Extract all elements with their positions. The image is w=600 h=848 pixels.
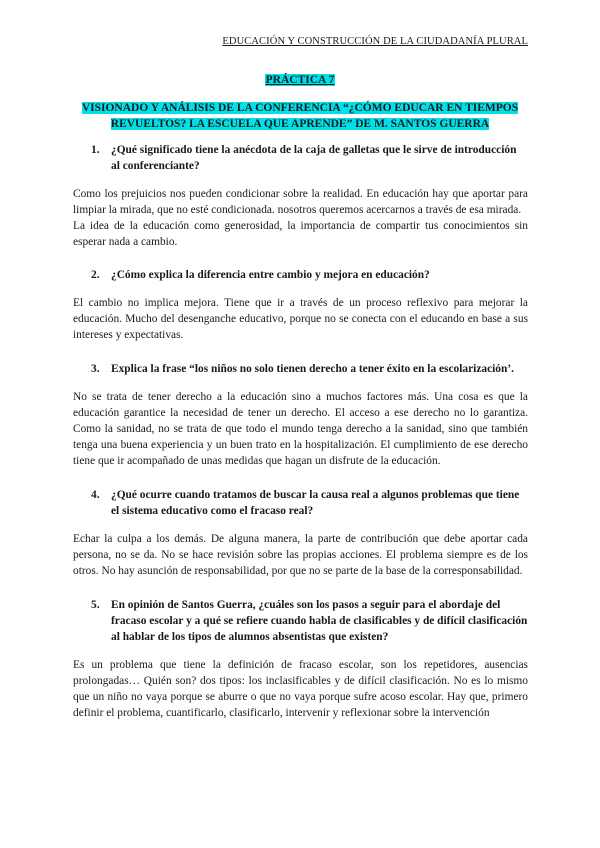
section-2	[73, 267, 528, 343]
question-number: 2.	[91, 269, 100, 281]
question-number: 1.	[91, 144, 100, 156]
course-header: EDUCACIÓN Y CONSTRUCCIÓN DE LA CIUDADANÍA PLURAL	[222, 36, 528, 47]
section-5	[73, 597, 528, 721]
answer-paragraph: Es un problema que tiene la definición de fracaso escolar, son los repetidores, ausencias prolongadas… Quién son? dos tipos: los inclasificables y de difícil clasificación. No es lo mismo que un niño no vaya porque se aburre o que no vaya porque sufre acoso escolar. Hay que, primero definir el problema, cuantificarlo, clasificarlo, intervenir y reflexionar sobre la intervención	[73, 659, 528, 719]
question-2	[73, 267, 528, 283]
question-number: 5.	[91, 599, 100, 611]
practice-title	[0, 74, 600, 86]
answer-paragraph: No se trata de tener derecho a la educación sino a muchos factores más. Una cosa es que la educación garantice la necesidad de tener un derecho. El acceso a ese derecho no lo garantiza. Como la sanidad, no se trata de que todo el mundo tenga derecho a la sanidad, sino que también tenga una buena experiencia y un buen trato en la hospitalización. El cumplimiento de ese derecho tiene que ir acompañado de unas medidas que hagan un disfrute de la educación.	[73, 391, 528, 467]
section-1	[73, 142, 528, 250]
practice-subtitle-text: VISIONADO Y ANÁLISIS DE LA CONFERENCIA “¿CÓMO EDUCAR EN TIEMPOS REVUELTOS? LA ESCUELA QUE APRENDE” DE M. SANTOS GUERRA	[81, 102, 519, 130]
practice-title-text: PRÁCTICA 7	[265, 74, 335, 86]
answer-paragraph: Echar la culpa a los demás. De alguna manera, la parte de contribución que debe aportar cada persona, no se da. No se hace revisión sobre las propias acciones. El problema siempre es de los otros. No hay asunción de responsabilidad, por que no se parte de la base de la corresponsabilidad.	[73, 533, 528, 577]
section-3	[73, 361, 528, 469]
question-text: Explica la frase “los niños no solo tienen derecho a tener éxito en la escolarización’.	[111, 363, 514, 375]
question-1	[73, 142, 528, 174]
answer-paragraph: Como los prejuicios nos pueden condicionar sobre la realidad. En educación hay que aportar para limpiar la mirada, que no esté condicionada. nosotros queremos acercarnos a través de esa mirada.	[73, 188, 528, 216]
section-4	[73, 487, 528, 579]
question-3	[73, 361, 528, 377]
answer-paragraph: El cambio no implica mejora. Tiene que ir a través de un proceso reflexivo para mejorar la educación. Mucho del desenganche educativo, porque no se conecta con el educando en base a sus intereses y expectativas.	[73, 297, 528, 341]
document-body	[73, 142, 528, 739]
question-number: 4.	[91, 489, 100, 501]
answer-paragraph: La idea de la educación como generosidad, la importancia de compartir tus conocimientos sin esperar nada a cambio.	[73, 220, 528, 248]
question-text: ¿Qué significado tiene la anécdota de la caja de galletas que le sirve de introducción al conferenciante?	[111, 144, 517, 172]
question-text: En opinión de Santos Guerra, ¿cuáles son los pasos a seguir para el abordaje del fracaso escolar y a qué se refiere cuando habla de clasificables y de difícil clasificación al hablar de los tipos de alumnos absentistas que existen?	[111, 599, 528, 643]
practice-subtitle	[80, 100, 520, 132]
question-5	[73, 597, 528, 645]
question-text: ¿Cómo explica la diferencia entre cambio y mejora en educación?	[111, 269, 430, 281]
question-number: 3.	[91, 363, 100, 375]
question-text: ¿Qué ocurre cuando tratamos de buscar la causa real a algunos problemas que tiene el sistema educativo como el fracaso real?	[111, 489, 520, 517]
question-4	[73, 487, 528, 519]
